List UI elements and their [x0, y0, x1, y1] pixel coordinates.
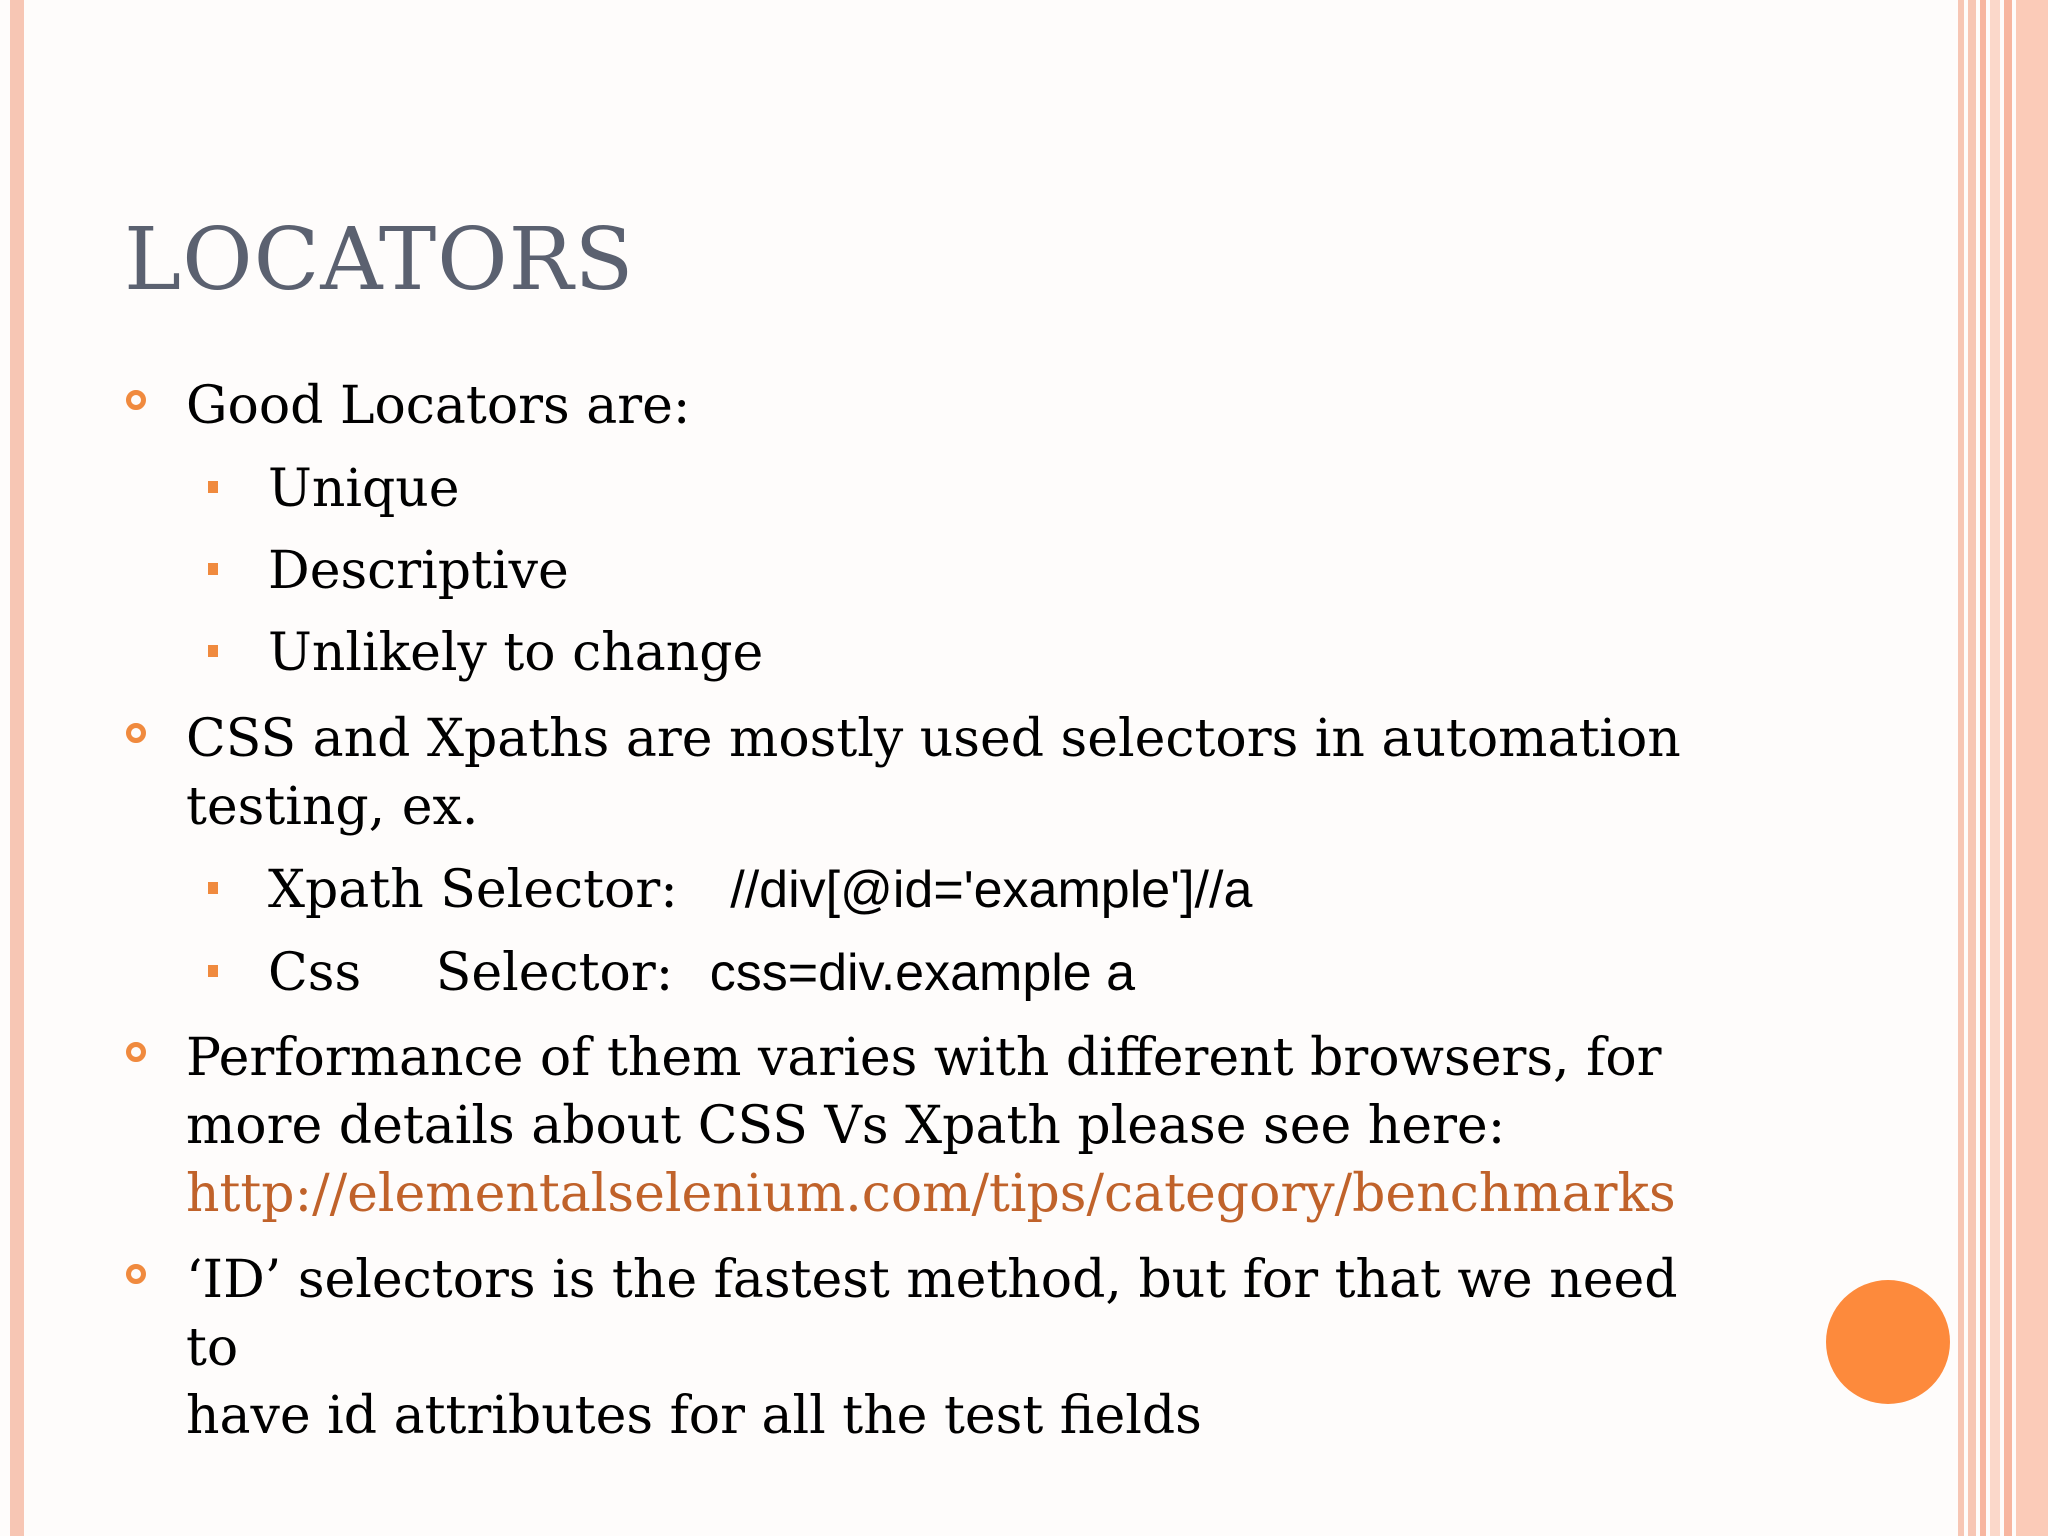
ring-bullet-icon — [126, 1264, 146, 1284]
decorative-circle — [1826, 1280, 1950, 1404]
sub-bullet-descriptive — [268, 537, 569, 605]
bullet-text-line2: have id attributes for all the test fields — [186, 1386, 1202, 1446]
ring-bullet-icon — [126, 1042, 146, 1062]
sub-bullet-css-selector — [268, 939, 1135, 1007]
bullet-text-line2: testing, ex. — [186, 777, 479, 837]
right-stripe-5 — [2004, 0, 2012, 1536]
square-bullet-icon — [208, 563, 218, 575]
right-stripe-1 — [1958, 0, 1964, 1536]
bullet-text-line1: ‘ID’ selectors is the fastest method, but for that we need to — [186, 1250, 1678, 1378]
bullet-text: Good Locators are: — [186, 376, 691, 436]
bullet-performance — [186, 1024, 1746, 1228]
square-bullet-icon — [208, 645, 218, 657]
bullet-text-line1: CSS and Xpaths are mostly used selectors in automation — [186, 709, 1681, 769]
ring-bullet-icon — [126, 723, 146, 743]
right-stripe-6 — [2016, 0, 2048, 1536]
bullet-good-locators — [186, 372, 1746, 440]
css-value: css=div.example a — [709, 944, 1136, 1002]
square-bullet-icon — [208, 481, 218, 493]
right-stripe-4 — [1990, 0, 2000, 1536]
slide-title: LOCATORS — [124, 210, 635, 310]
sub-bullet-xpath-selector — [268, 856, 1252, 924]
bullet-id-selectors — [186, 1246, 1746, 1450]
benchmarks-link[interactable]: http://elementalselenium.com/tips/category/benchmarks — [186, 1164, 1676, 1224]
right-stripe-2 — [1968, 0, 1976, 1536]
bullet-text-line2: more details about CSS Vs Xpath please see here: — [186, 1096, 1506, 1156]
sub-bullet-text: Descriptive — [268, 541, 569, 601]
sub-bullet-text: Unlikely to change — [268, 623, 764, 683]
xpath-value: //div[@id='example']//a — [730, 861, 1253, 919]
css-label-selector: Selector: — [435, 943, 674, 1003]
bullet-css-xpaths — [186, 705, 1746, 841]
css-label: Css — [268, 943, 362, 1003]
sub-bullet-unlikely — [268, 619, 763, 687]
ring-bullet-icon — [126, 390, 146, 410]
square-bullet-icon — [208, 882, 218, 894]
left-border-strip — [10, 0, 24, 1536]
sub-bullet-text: Unique — [268, 459, 460, 519]
xpath-label: Xpath Selector: — [268, 860, 678, 920]
right-stripe-3 — [1980, 0, 1986, 1536]
square-bullet-icon — [208, 965, 218, 977]
sub-bullet-unique — [268, 455, 460, 523]
bullet-text-line1: Performance of them varies with different browsers, for — [186, 1028, 1662, 1088]
